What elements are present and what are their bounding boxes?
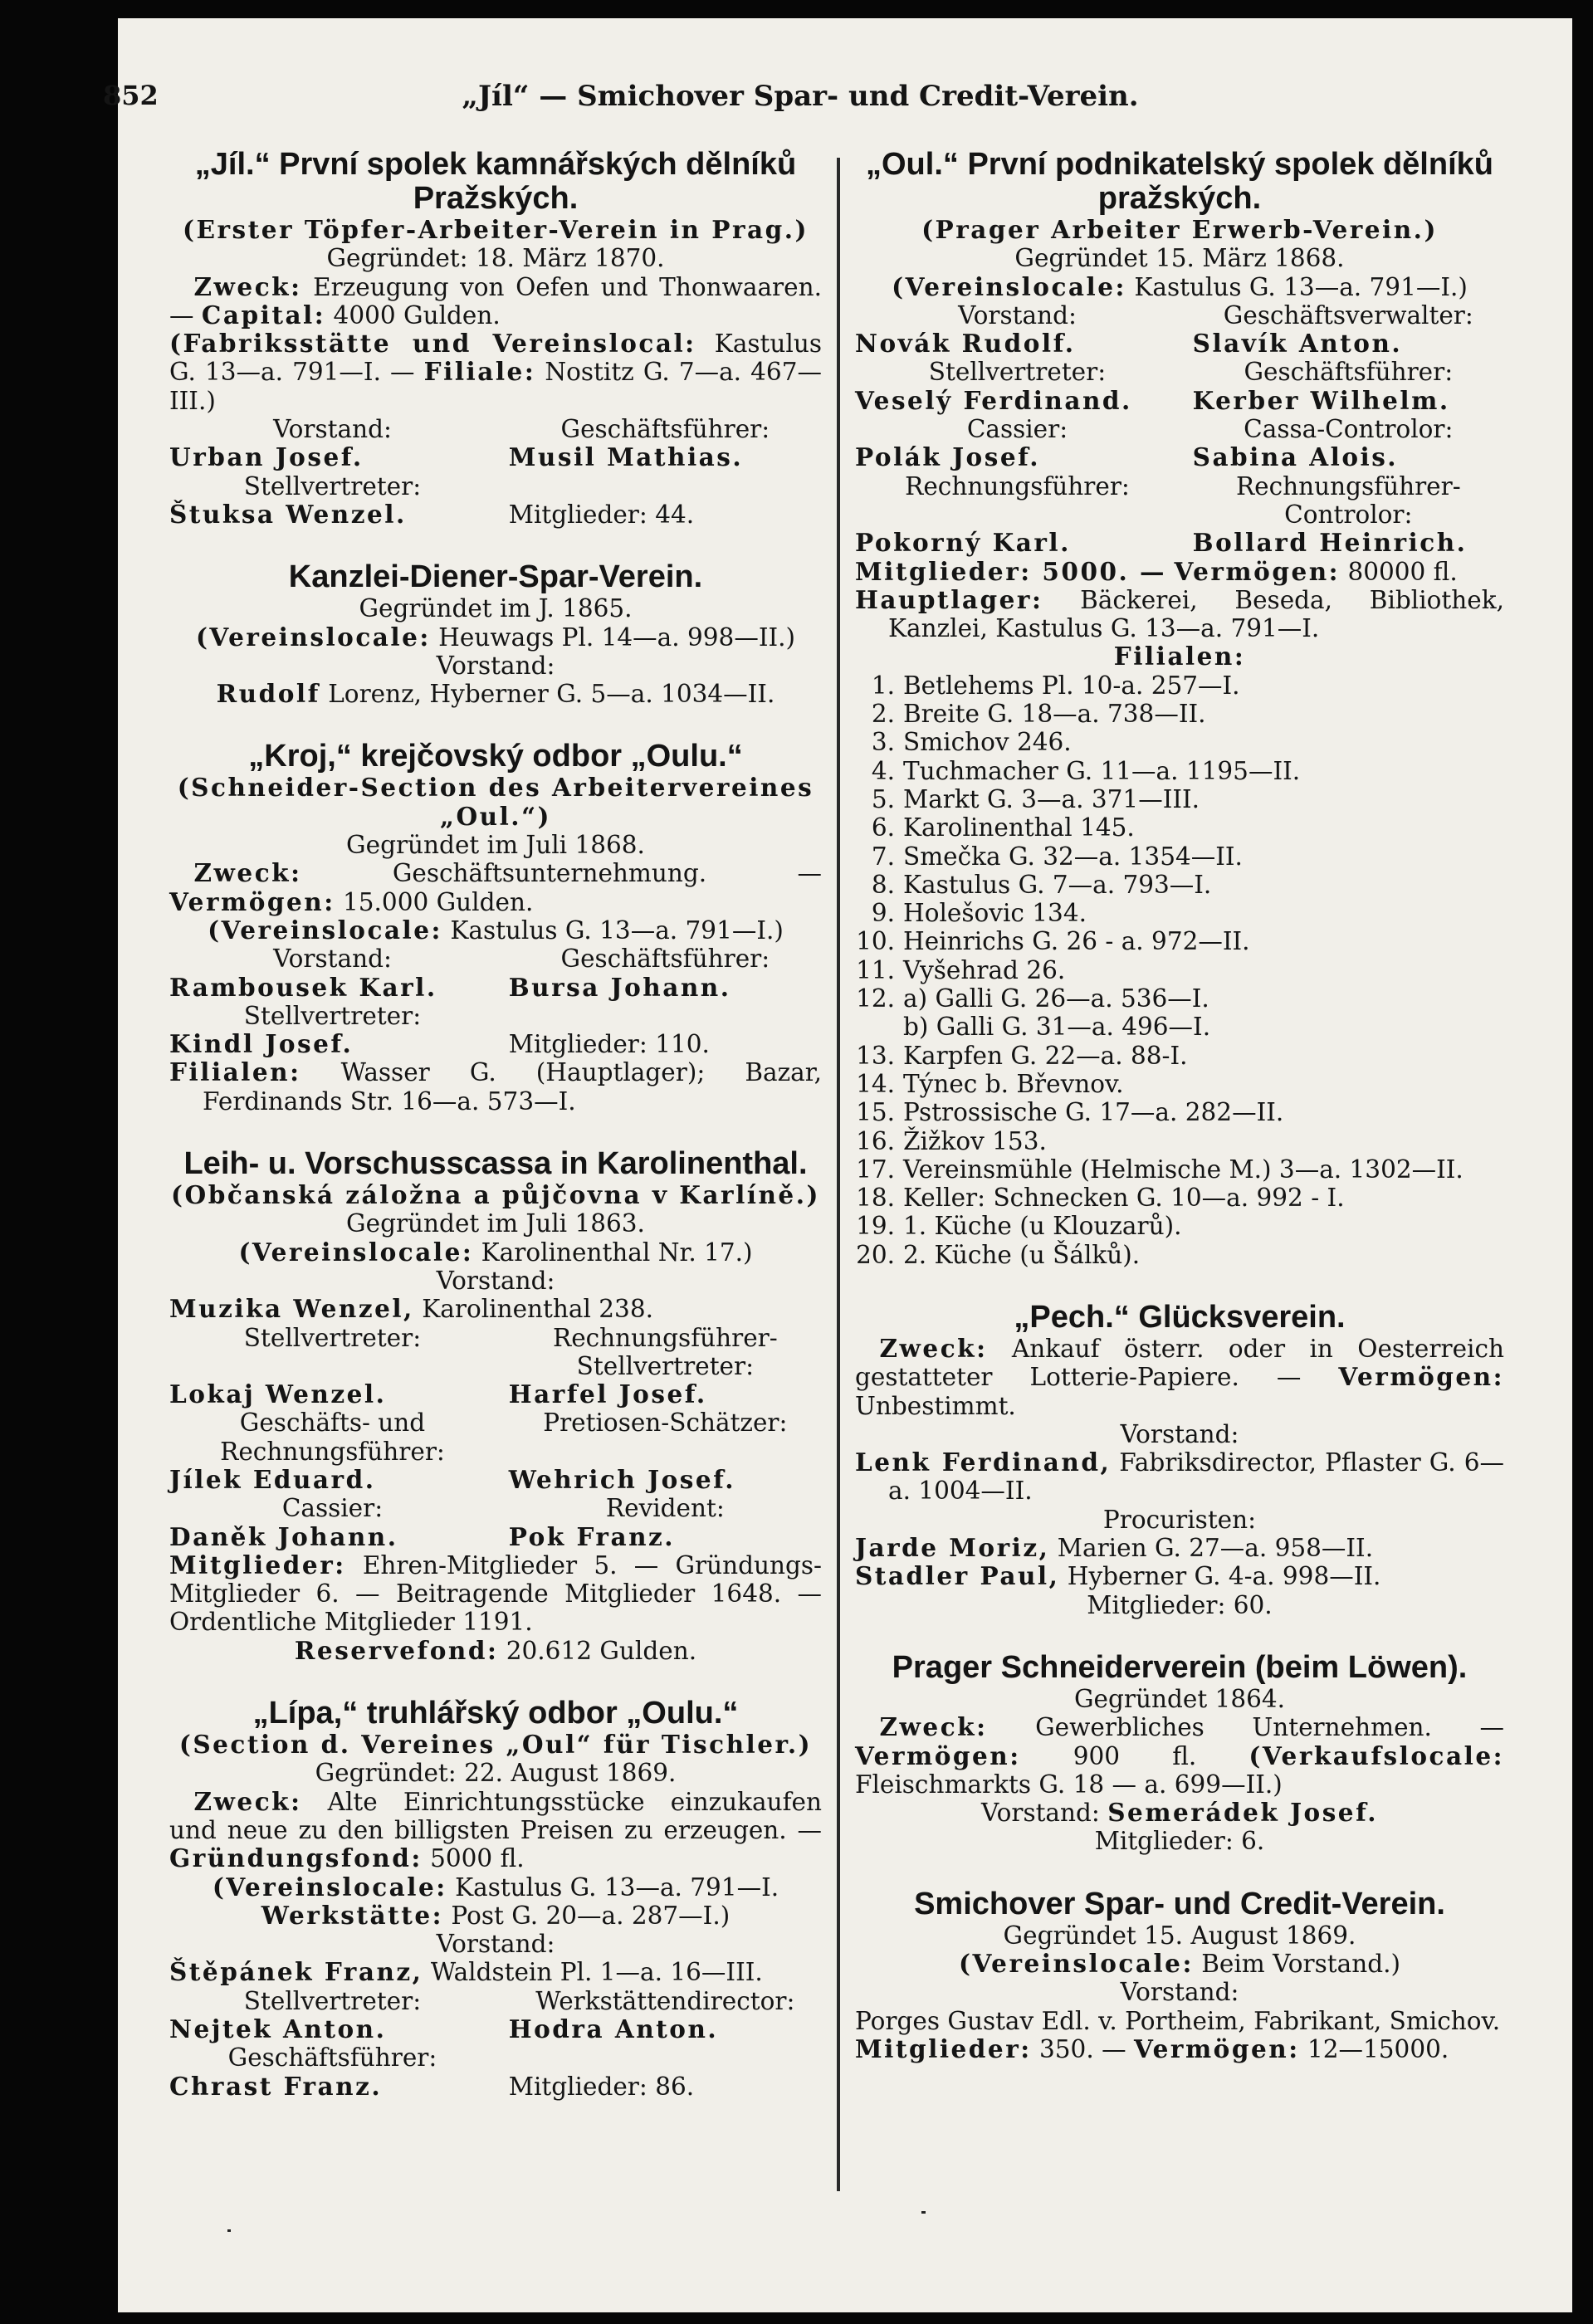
branch-address: Smichov 246. bbox=[903, 728, 1072, 757]
branch-address: Žižkov 153. bbox=[903, 1126, 1047, 1155]
right-column bbox=[855, 148, 1504, 2063]
venue: (Vereinslocale: Kastulus G. 13—a. 791—I.) bbox=[892, 271, 1468, 301]
branch-item bbox=[855, 1184, 1504, 1212]
members: Mitglieder: 6. bbox=[1094, 1827, 1265, 1856]
venue: (Vereinslocale: Kastulus G. 13—a. 791—I. Werkstätte: Post G. 20—a. 287—I.) bbox=[212, 1872, 779, 1930]
entry-oul bbox=[855, 148, 1504, 1269]
branch-number: 7. bbox=[871, 842, 895, 871]
branch-address: Markt G. 3—a. 371—III. bbox=[903, 784, 1200, 813]
branch-number: 16. bbox=[856, 1126, 895, 1155]
entry-pech bbox=[855, 1301, 1504, 1619]
branch-item bbox=[855, 1013, 1504, 1041]
officer-row: Veselý Ferdinand. Kerber Wilhelm. bbox=[855, 385, 1450, 415]
officer-row: Jílek Eduard. Wehrich Josef. bbox=[169, 1464, 736, 1494]
branch-item bbox=[855, 1070, 1504, 1098]
vorstand: Vorstand: Semerádek Josef. bbox=[980, 1798, 1378, 1828]
purpose: Zweck: Ankauf österr. oder in Oesterreich gestatteter Lotterie-Papiere. — Vermögen: Unbestimmt. bbox=[855, 1333, 1504, 1420]
branch-item bbox=[855, 1212, 1504, 1240]
branch-address: Heinrichs G. 26 - a. 972—II. bbox=[903, 927, 1250, 956]
officer-row: Vorstand: Geschäftsführer: bbox=[273, 415, 770, 444]
branch-item bbox=[855, 899, 1504, 927]
vorstand-label: Vorstand: bbox=[436, 1930, 555, 1959]
branch-number: 13. bbox=[856, 1041, 895, 1070]
branch-address: Vereinsmühle (Helmische M.) 3—a. 1302—II. bbox=[903, 1155, 1464, 1184]
branch-address: Vyšehrad 26. bbox=[903, 955, 1066, 984]
officer-row: Stellvertreter: Geschäftsführer: bbox=[928, 358, 1454, 387]
branch-address: Keller: Schnecken G. 10—a. 992 - I. bbox=[903, 1184, 1345, 1213]
branch-number: 2. bbox=[871, 700, 895, 729]
branch-item bbox=[855, 1155, 1504, 1184]
branch-address: Tuchmacher G. 11—a. 1195—II. bbox=[903, 756, 1301, 785]
entry-leih bbox=[169, 1147, 822, 1665]
founded: Gegründet 15. März 1868. bbox=[1014, 244, 1345, 273]
branch-number: 5. bbox=[871, 784, 895, 813]
branch-item bbox=[855, 1098, 1504, 1126]
branch-item bbox=[855, 1042, 1504, 1070]
branch-number: 3. bbox=[871, 728, 895, 757]
purpose: Zweck: Gewerbliches Unternehmen. — Vermögen: 900 fl. (Verkaufslocale: Fleischmarkts G. 18 — a. 699—II.) bbox=[855, 1712, 1504, 1799]
branch-item bbox=[855, 813, 1504, 842]
procurist: Jarde Moriz, Marien G. 27—a. 958—II. bbox=[855, 1533, 1374, 1563]
branch-address: Holešovic 134. bbox=[903, 899, 1087, 928]
branches-label: Filialen: bbox=[1113, 642, 1246, 671]
branch-address: Karolinenthal 145. bbox=[903, 813, 1135, 842]
entry-lipa bbox=[169, 1697, 822, 2101]
procurist: Stadler Paul, Hyberner G. 4-a. 998—II. bbox=[855, 1561, 1381, 1591]
entry-kroj bbox=[169, 740, 822, 1116]
branch-item bbox=[855, 785, 1504, 813]
branch-number: 4. bbox=[871, 756, 895, 785]
branch-address: 2. Küche (u Šálků). bbox=[903, 1240, 1141, 1269]
vorstand-label: Vorstand: bbox=[1120, 1978, 1239, 2007]
branch-item bbox=[855, 984, 1504, 1013]
entry-title: „Lípa,“ truhlářský odbor „Oulu.“ bbox=[252, 1696, 739, 1731]
branch-number: 12. bbox=[856, 984, 895, 1013]
purpose: Zweck: Erzeugung von Oefen und Thonwaaren. — Capital: 4000 Gulden. bbox=[169, 271, 822, 330]
branch-address: a) Galli G. 26—a. 536—I. bbox=[903, 984, 1209, 1013]
venue: (Vereinslocale: Beim Vorstand.) bbox=[959, 1949, 1400, 1979]
branch-address: Kastulus G. 7—a. 793—I. bbox=[903, 870, 1212, 899]
founded: Gegründet: 22. August 1869. bbox=[315, 1759, 677, 1788]
members: Mitglieder: 60. bbox=[1087, 1590, 1273, 1619]
entry-title: „Kroj,“ krejčovský odbor „Oulu.“ bbox=[248, 739, 743, 774]
officer-row: Cassier: Revident: bbox=[281, 1494, 725, 1523]
branch-address: Breite G. 18—a. 738—II. bbox=[903, 700, 1206, 729]
officer-row: Nejtek Anton. Hodra Anton. bbox=[169, 2014, 719, 2044]
purpose: Zweck: Geschäftsunternehmung. — Vermögen: 15.000 Gulden. bbox=[169, 858, 822, 916]
members: Mitglieder: Ehren-Mitglieder 5. — Gründungs-Mitglieder 6. — Beitragende Mitglieder 1648. — Ordentliche Mitglieder 1191. bbox=[169, 1550, 822, 1637]
officer-row: Vorstand: Geschäftsführer: bbox=[273, 945, 770, 974]
officer-row: Stellvertreter: bbox=[243, 1001, 422, 1030]
branch-item bbox=[855, 671, 1504, 700]
officer-row: Štuksa Wenzel. Mitglieder: 44. bbox=[169, 499, 695, 529]
vorstand: Muzika Wenzel, Karolinenthal 238. bbox=[169, 1294, 653, 1324]
officer-row: Urban Josef. Musil Mathias. bbox=[169, 442, 744, 472]
page-number: 852 bbox=[103, 80, 159, 111]
branch-address: Betlehems Pl. 10-a. 257—I. bbox=[903, 671, 1240, 700]
entry-title: Prager Schneiderverein (beim Löwen). bbox=[892, 1649, 1468, 1685]
vorstand: Lenk Ferdinand, Fabriksdirector, Pflaster G. 6—a. 1004—II. bbox=[855, 1448, 1504, 1506]
entry-title: Kanzlei-Diener-Spar-Verein. bbox=[288, 559, 703, 595]
officer-row: Geschäftsführer: bbox=[227, 2043, 437, 2073]
branch-address: Karpfen G. 22—a. 88-I. bbox=[903, 1041, 1188, 1070]
branch-list bbox=[855, 671, 1504, 1269]
vorstand: Porges Gustav Edl. v. Portheim, Fabrikant, Smichov. bbox=[855, 2006, 1501, 2035]
procurists-label: Procuristen: bbox=[1102, 1505, 1257, 1534]
vorstand: Rudolf Lorenz, Hyberner G. 5—a. 1034—II. bbox=[216, 679, 775, 709]
venue: (Vereinslocale: Heuwags Pl. 14—a. 998—II.) bbox=[195, 622, 796, 652]
officer-row: Rechnungsführer: Rechnungsführer-Controlor: bbox=[905, 471, 1461, 529]
branch-number: 14. bbox=[856, 1069, 895, 1098]
margin-mark bbox=[227, 2229, 231, 2232]
founded: Gegründet: 18. März 1870. bbox=[326, 244, 665, 273]
founded: Gegründet 1864. bbox=[1073, 1684, 1286, 1713]
left-column bbox=[169, 148, 822, 2101]
entry-schneider bbox=[855, 1651, 1504, 1856]
branch-address: Týnec b. Břevnov. bbox=[903, 1069, 1124, 1098]
german-name: (Schneider-Section des Arbeitervereines „Oul.“) bbox=[177, 773, 814, 831]
entry-kanzlei bbox=[169, 560, 822, 708]
german-name: (Erster Töpfer-Arbeiter-Verein in Prag.) bbox=[183, 215, 809, 244]
founded: Gegründet im Juli 1863. bbox=[346, 1209, 645, 1238]
entry-jil bbox=[169, 148, 822, 529]
branch-number: 18. bbox=[856, 1184, 895, 1213]
venue: (Vereinslocale: Kastulus G. 13—a. 791—I.) bbox=[208, 915, 784, 945]
vorstand-label: Vorstand: bbox=[1120, 1419, 1239, 1448]
branch-item bbox=[855, 956, 1504, 984]
branch-address: Smečka G. 32—a. 1354—II. bbox=[903, 842, 1243, 871]
vorstand-label: Vorstand: bbox=[436, 1266, 555, 1295]
members: Mitglieder: 5000. — Vermögen: 80000 fl. bbox=[855, 556, 1458, 586]
officer-row: Geschäfts- und Rechnungsführer: Pretiosen-Schätzer: bbox=[220, 1409, 788, 1466]
officer-row: Kindl Josef. Mitglieder: 110. bbox=[169, 1029, 710, 1059]
officer-row: Daněk Johann. Pok Franz. bbox=[169, 1521, 676, 1551]
entry-smichov bbox=[855, 1887, 1504, 2063]
branch-number: 9. bbox=[871, 899, 895, 928]
vorstand-label: Vorstand: bbox=[436, 651, 555, 680]
officer-row: Cassier: Cassa-Controlor: bbox=[966, 415, 1454, 444]
entry-title: „Jíl.“ První spolek kamnářských dělníků Pražských. bbox=[194, 147, 797, 216]
warehouse: Hauptlager: Bäckerei, Beseda, Bibliothek, Kanzlei, Kastulus G. 13—a. 791—I. bbox=[855, 584, 1504, 643]
members: Mitglieder: 350. — Vermögen: 12—15000. bbox=[855, 2034, 1449, 2063]
officer-row: Vorstand: Geschäftsverwalter: bbox=[958, 300, 1473, 330]
entry-title: „Oul.“ První podnikatelský spolek dělníků pražských. bbox=[866, 147, 1493, 216]
german-name: (Prager Arbeiter Erwerb-Verein.) bbox=[921, 215, 1438, 244]
branch-address: Pstrossische G. 17—a. 282—II. bbox=[903, 1098, 1284, 1127]
entry-title: Smichover Spar- und Credit-Verein. bbox=[914, 1886, 1445, 1921]
branch-number bbox=[855, 1013, 903, 1041]
czech-name: (Občanská záložna a půjčovna v Karlíně.) bbox=[171, 1180, 820, 1210]
officer-row: Stellvertreter: Rechnungsführer-Stellvertreter: bbox=[243, 1323, 778, 1380]
officer-row: Stellvertreter: Werkstättendirector: bbox=[243, 1986, 795, 2015]
branches: Filialen: Wasser G. (Hauptlager); Bazar, Ferdinands Str. 16—a. 573—I. bbox=[169, 1057, 822, 1116]
branch-address: 1. Küche (u Klouzarů). bbox=[903, 1212, 1182, 1241]
branch-item bbox=[855, 728, 1504, 756]
branch-item bbox=[855, 842, 1504, 871]
branch-number: 11. bbox=[856, 955, 895, 984]
founded: Gegründet im J. 1865. bbox=[359, 594, 633, 623]
reserve: Reservefond: 20.612 Gulden. bbox=[294, 1635, 697, 1665]
officer-row: Chrast Franz. Mitglieder: 86. bbox=[169, 2071, 695, 2101]
officer-row: Polák Josef. Sabina Alois. bbox=[855, 442, 1399, 472]
branch-item bbox=[855, 700, 1504, 728]
venue: (Fabriksstätte und Vereinslocal: Kastulus G. 13—a. 791—I. — Filiale: Nostitz G. 7—a. 467—III.) bbox=[169, 329, 822, 415]
branch-item bbox=[855, 1241, 1504, 1269]
german-name: (Section d. Vereines „Oul“ für Tischler.) bbox=[178, 1730, 813, 1760]
branch-number: 1. bbox=[871, 671, 895, 700]
entry-title: „Pech.“ Glücksverein. bbox=[1014, 1299, 1346, 1335]
branch-item bbox=[855, 927, 1504, 955]
column-divider bbox=[837, 158, 840, 2191]
running-title: „Jíl“ — Smichover Spar- und Credit-Verein. bbox=[462, 80, 1139, 113]
founded: Gegründet 15. August 1869. bbox=[1003, 1921, 1356, 1950]
branch-number: 19. bbox=[856, 1212, 895, 1241]
branch-number: 17. bbox=[856, 1155, 895, 1184]
branch-item bbox=[855, 871, 1504, 899]
branch-number: 10. bbox=[856, 927, 895, 956]
vorstand: Štěpánek Franz, Waldstein Pl. 1—a. 16—III. bbox=[169, 1957, 763, 1987]
officer-row: Pokorný Karl. Bollard Heinrich. bbox=[855, 528, 1468, 558]
venue: (Vereinslocale: Karolinenthal Nr. 17.) bbox=[238, 1237, 753, 1267]
branch-number: 6. bbox=[871, 813, 895, 842]
branch-address: b) Galli G. 31—a. 496—I. bbox=[903, 1013, 1211, 1042]
purpose: Zweck: Alte Einrichtungsstücke einzukaufen und neue zu den billigsten Preisen zu erzeugen. — Gründungsfond: 5000 fl. bbox=[169, 1786, 822, 1873]
branch-number: 15. bbox=[856, 1098, 895, 1127]
officer-row: Rambousek Karl. Bursa Johann. bbox=[169, 972, 731, 1002]
officer-row: Lokaj Wenzel. Harfel Josef. bbox=[169, 1379, 707, 1409]
officer-row: Novák Rudolf. Slavík Anton. bbox=[855, 329, 1403, 359]
branch-item bbox=[855, 1127, 1504, 1155]
margin-mark bbox=[921, 2211, 926, 2214]
branch-item bbox=[855, 757, 1504, 785]
branch-number: 8. bbox=[871, 870, 895, 899]
entry-title: Leih- u. Vorschusscassa in Karolinenthal. bbox=[183, 1146, 808, 1182]
officer-row: Stellvertreter: bbox=[243, 471, 422, 500]
founded: Gegründet im Juli 1868. bbox=[346, 831, 645, 860]
branch-number: 20. bbox=[856, 1240, 895, 1269]
page-header bbox=[103, 80, 1498, 129]
